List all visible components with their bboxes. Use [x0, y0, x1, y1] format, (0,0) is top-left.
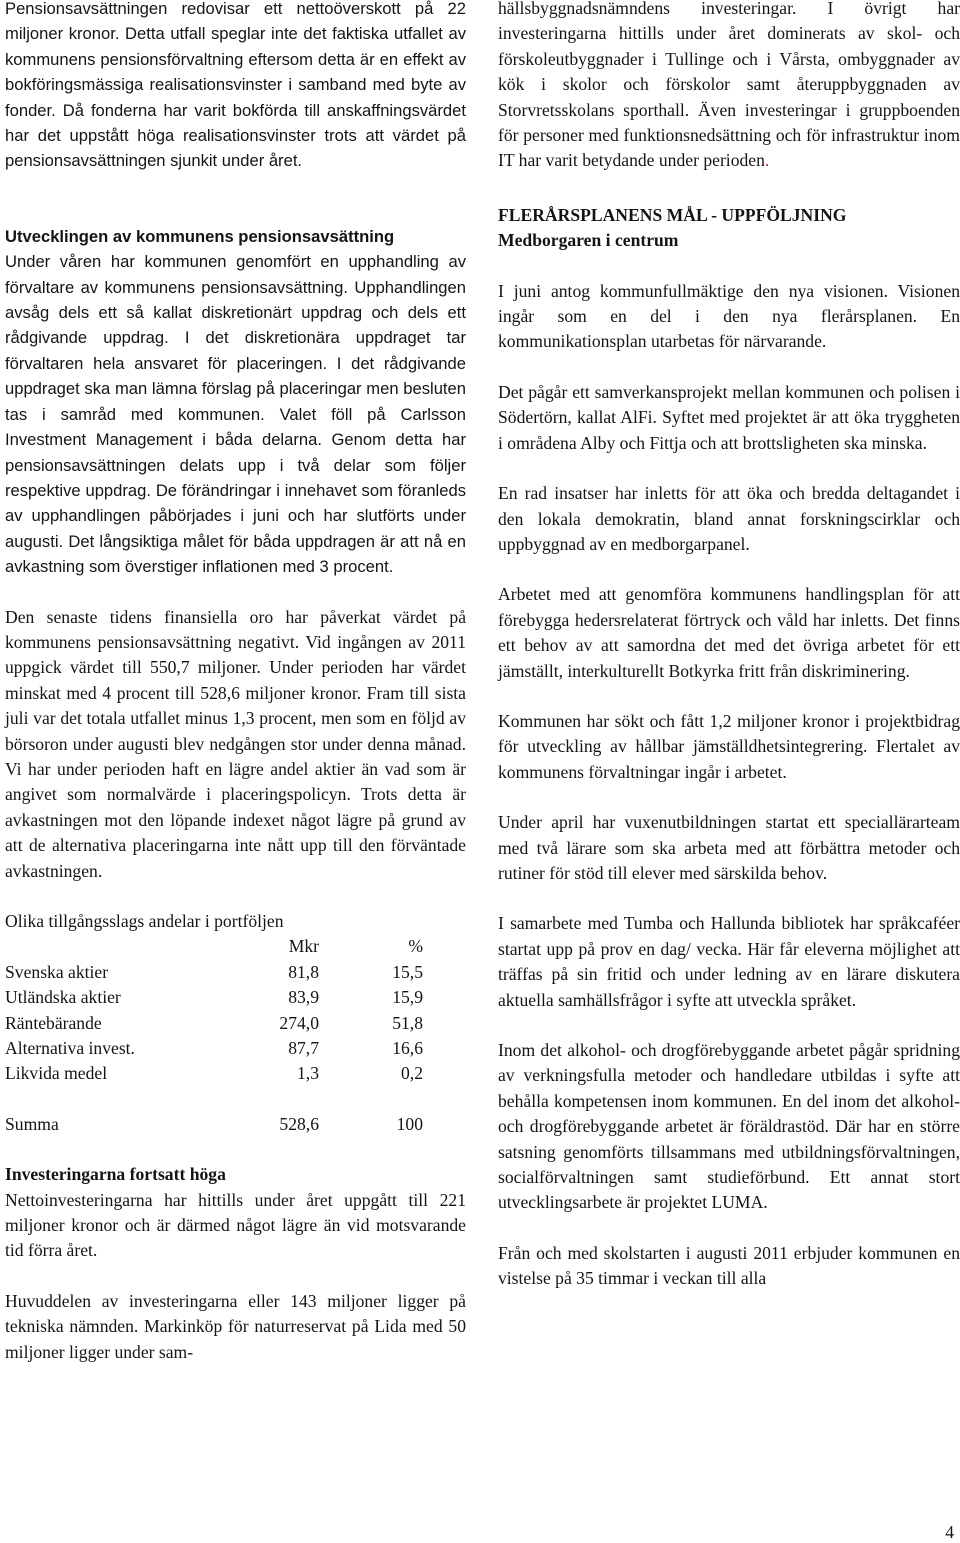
paragraph-school-start: Från och med skolstarten i augusti 2011 erbjuder kommunen en vistelse på 35 timmar i veckan till alla — [498, 1242, 960, 1289]
heading-pension-development: Utvecklingen av kommunens pensionsavsättning — [5, 226, 395, 246]
table-header-row — [5, 934, 423, 959]
row-percent: 15,5 — [392, 961, 423, 982]
paragraph-financial-unrest: Den senaste tidens finansiella oro har påverkat värdet på kommunens pensionsavsättning negativt. Vid ingången av 2011 uppgick värdet till 550,7 miljoner. Under perioden har värdet minskat med 4 procent till 528,6 miljoner kronor. Fram till sista juli var det totala utfallet minus 1,3 procent, men som en följd av börsoron under augusti blev nedgången stor under denna månad. Vi har under perioden haft en lägre andel aktier än vad som är angivet som normalvärde i placeringspolicyn. Trots detta är avkastningen mot den löpande indexet något lägre på grund av att de alternativa placeringarna inte nått upp till den förväntade avkastningen. — [5, 606, 466, 881]
row-percent: 51,8 — [392, 1012, 423, 1033]
paragraph-gender-equality: Kommunen har sökt och fått 1,2 miljoner kronor i projektbidrag för utveckling av hållbar jämställdhetsintegrering. Flertalet av kommunens förvaltningar ingår i arbetet. — [498, 710, 960, 782]
row-mkr: 81,8 — [288, 961, 319, 982]
paragraph-procurement: Under våren har kommunen genomfört en upphandling av förvaltare av kommunens pensionsavsättning. Upphandlingen avsåg dels ett så kallat diskretionärt uppdrag och dels ett rådgivande uppdrag. I det diskretionära uppdraget tar förvaltaren hela ansvaret för placeringen. I det rådgivande uppdraget ska man lämna förslag på placeringar men besluten tas i samråd med kommunen. Valet föll på Carlsson Investment Management i båda delarna. Genom detta har pensionsavsättningen delats upp i två delar som följer respektive uppdrag. De förändringar i innehavet som föranleds av upphandlingen påbörjades i juni och har slutförts under augusti. Det långsiktiga målet för båda uppdragen är att nå en avkastning som överstiger inflationen med 3 procent. — [5, 252, 466, 577]
paragraph-pension-result: Pensionsavsättningen redovisar ett nettoöverskott på 22 miljoner kronor. Detta utfall speglar inte det faktiska utfallet av kommunens pensionsförvaltning eftersom detta är en effekt av bokföringsmässiga realisationsvinster i samband med byte av fonder. Då fonderna har varit bokförda till anskaffningsvärdet har det uppstått höga realisationsvinster trots att värdet på pensionsavsättningen sjunkit under året. — [5, 0, 466, 171]
row-percent: 15,9 — [392, 987, 423, 1008]
right-column — [498, 0, 960, 1292]
row-label: Likvida medel — [5, 1063, 108, 1084]
row-percent: 16,6 — [392, 1038, 423, 1059]
table-row — [5, 1061, 423, 1086]
heading-multiyear-goals: FLERÅRSPLANENS MÅL - UPPFÖLJNING — [498, 204, 847, 225]
heading-citizen-focus: Medborgaren i centrum — [498, 230, 679, 251]
sum-mkr: 528,6 — [279, 1113, 319, 1134]
paragraph-alfi: Det pågår ett samverkansprojekt mellan kommunen och polisen i Södertörn, kallat AlFi. Syftet med projektet är att öka tryggheten i områdena Alby och Fittja och att brottsligheten ska minska. — [498, 381, 960, 453]
page-number: 4 — [945, 1522, 954, 1542]
column-header-mkr: Mkr — [288, 936, 319, 957]
paragraph-language-cafe: I samarbete med Tumba och Hallunda bibliotek har språkcaféer startat upp på prov en dag/ vecka. Här får eleverna möjlighet att träffas på sin fritid och under ledning av en lärare diskutera aktuella samhällsfrågor i syfte att utveckla språket. — [498, 913, 960, 1010]
row-mkr: 87,7 — [288, 1038, 319, 1059]
heading-investments: Investeringarna fortsatt höga — [5, 1164, 226, 1185]
row-label: Svenska aktier — [5, 961, 109, 982]
left-column — [5, 0, 466, 1365]
table-title: Olika tillgångsslags andelar i portföljen — [5, 911, 284, 931]
asset-allocation-table — [5, 934, 423, 1137]
paragraph-drug-prevention: Inom det alkohol- och drogförebyggande arbetet pågår spridning av verkningsfulla metoder och handledare utbildas i syfte att behålla kompetensen inom kommunen. En del inom det alkohol- och drogförebyggande arbetet är föräldrastöd. Där har en större satsning genomförts tillsammans med utbildningsförvaltningen, socialförvaltningen samt studieförbund. Ett annat stort utvecklingsarbete är projektet LUMA. — [498, 1040, 960, 1213]
row-mkr: 1,3 — [297, 1063, 319, 1084]
row-mkr: 274,0 — [279, 1012, 319, 1033]
paragraph-net-investments: Nettoinvesteringarna har hittills under året uppgått till 221 miljoner kronor och är därmed något lägre än vid motsvarande tid förra året. — [5, 1189, 466, 1261]
table-row — [5, 960, 423, 985]
paragraph-investments-continued: hällsbyggnadsnämndens investeringar. I övrigt har investeringarna hittills under året dominerats av skol- och förskoleutbyggnader i Tullinge och i Vårsta, ombyggnader av kök i skolor och förskolor samt återuppbyggnaden av Storvretsskolans sporthall. Även investeringar i gruppboenden för personer med funktionsnedsättning och för infrastruktur inom IT har varit betydande under perioden. — [498, 0, 960, 171]
row-label: Alternativa invest. — [5, 1038, 135, 1059]
column-header-percent: % — [408, 936, 423, 957]
paragraph-adult-education: Under april har vuxenutbildningen startat ett speciallärarteam med två lärare som ska arbeta med att förbättra metoder och rutiner för stöd till elever med särskilda behov. — [498, 812, 960, 883]
row-label: Räntebärande — [5, 1012, 102, 1033]
table-row — [5, 1036, 423, 1061]
paragraph-vision: I juni antog kommunfullmäktige den nya visionen. Visionen ingår som en del i den nya flerårsplanen. En kommunikationsplan utarbetas för närvarande. — [498, 280, 960, 352]
sum-percent: 100 — [396, 1113, 423, 1134]
row-mkr: 83,9 — [288, 987, 319, 1008]
table-row — [5, 1011, 423, 1036]
paragraph-honor-violence: Arbetet med att genomföra kommunens handlingsplan för att förebygga hedersrelaterat förtryck och våld har inletts. Det finns ett behov av att samordna det med det övriga arbetet för ett jämställt, interkulturellt Botkyrka fritt från diskriminering. — [498, 584, 960, 681]
paragraph-democracy: En rad insatser har inletts för att öka och bredda deltagandet i den lokala demokratin, bland annat forskningscirklar och uppbyggnad av en medborgarpanel. — [498, 483, 960, 554]
row-percent: 0,2 — [401, 1063, 423, 1084]
table-row — [5, 985, 423, 1010]
paragraph-investment-breakdown: Huvuddelen av investeringarna eller 143 miljoner ligger på tekniska nämnden. Markinköp för naturreservat på Lida med 50 miljoner ligger under sam- — [5, 1290, 466, 1362]
table-sum-row — [5, 1112, 423, 1137]
row-label: Utländska aktier — [5, 987, 121, 1008]
sum-label: Summa — [5, 1113, 59, 1134]
